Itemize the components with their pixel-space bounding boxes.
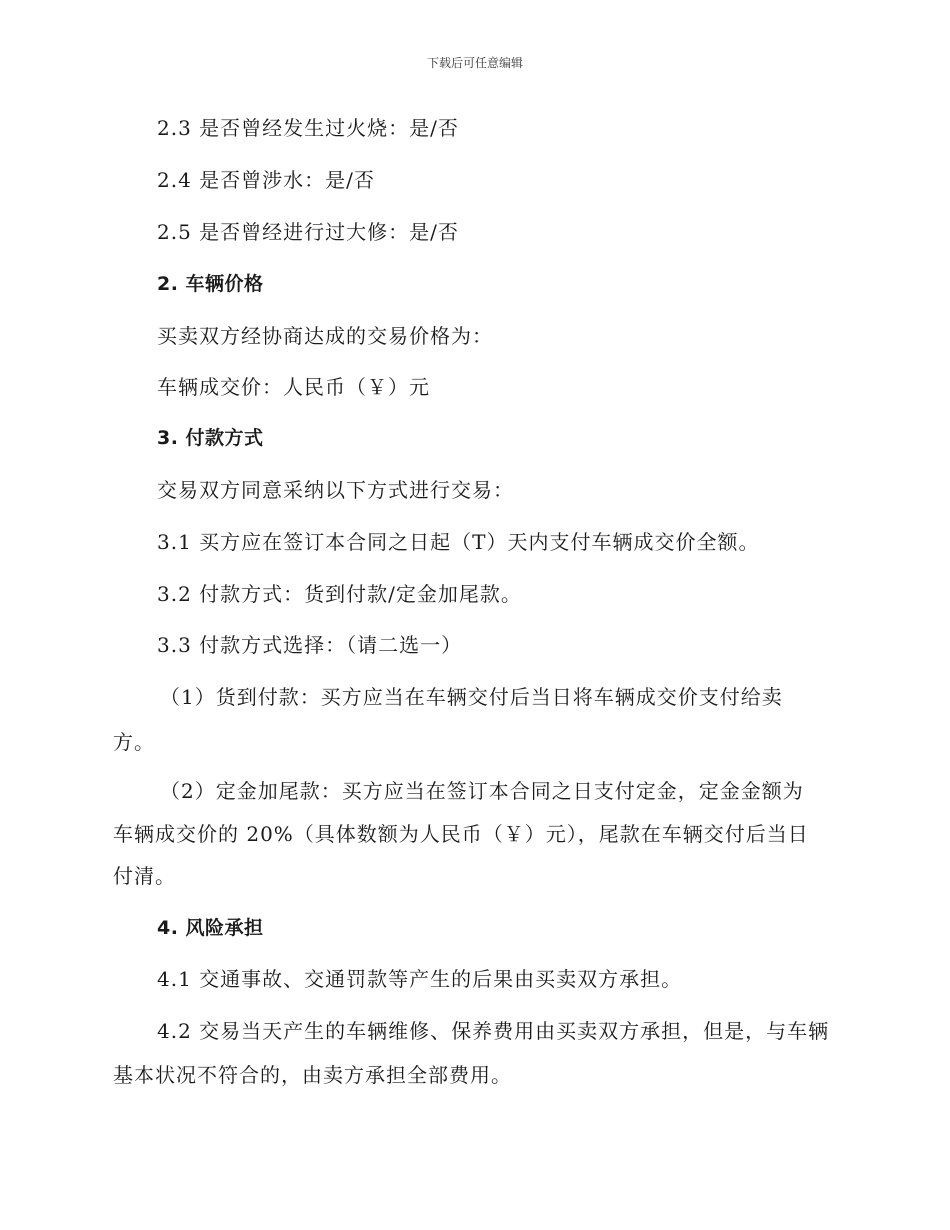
section-heading-vehicle-price: 2. 车辆价格 — [157, 273, 264, 295]
option-1-cash-on-delivery-line2: 方。 — [113, 730, 155, 754]
item-4-2-maintenance-costs-line2: 基本状况不符合的，由卖方承担全部费用。 — [113, 1063, 512, 1087]
item-2-3-fire-history: 2.3 是否曾经发生过火烧：是/否 — [157, 116, 459, 140]
item-2-4-flood-history: 2.4 是否曾涉水：是/否 — [157, 168, 375, 192]
item-3-2-payment-types: 3.2 付款方式：货到付款/定金加尾款。 — [157, 582, 522, 606]
section-heading-payment-method: 3. 付款方式 — [157, 427, 264, 449]
option-2-deposit-line3: 付清。 — [113, 864, 176, 888]
option-2-deposit-line2: 车辆成交价的 20%（具体数额为人民币（￥）元），尾款在车辆交付后当日 — [113, 822, 809, 846]
item-2-5-overhaul-history: 2.5 是否曾经进行过大修：是/否 — [157, 220, 459, 244]
item-3-3-payment-choice: 3.3 付款方式选择：（请二选一） — [157, 633, 463, 657]
payment-intro-text: 交易双方同意采纳以下方式进行交易： — [157, 478, 514, 502]
item-4-1-accident-liability: 4.1 交通事故、交通罚款等产生的后果由买卖双方承担。 — [157, 967, 683, 991]
section-heading-risk-bearing: 4. 风险承担 — [157, 917, 264, 939]
item-4-2-maintenance-costs-line1: 4.2 交易当天产生的车辆维修、保养费用由买卖双方承担，但是，与车辆 — [157, 1019, 830, 1043]
vehicle-price-line: 车辆成交价：人民币（￥）元 — [157, 375, 430, 399]
item-3-1-payment-deadline: 3.1 买方应在签订本合同之日起（T）天内支付车辆成交价全额。 — [157, 530, 760, 554]
option-1-cash-on-delivery-line1: （1）货到付款：买方应当在车辆交付后当日将车辆成交价支付给卖 — [160, 685, 783, 709]
option-2-deposit-line1: （2）定金加尾款：买方应当在签订本合同之日支付定金，定金金额为 — [160, 779, 804, 803]
price-intro-text: 买卖双方经协商达成的交易价格为： — [157, 324, 493, 348]
page-header: 下载后可任意编辑 — [426, 56, 523, 70]
